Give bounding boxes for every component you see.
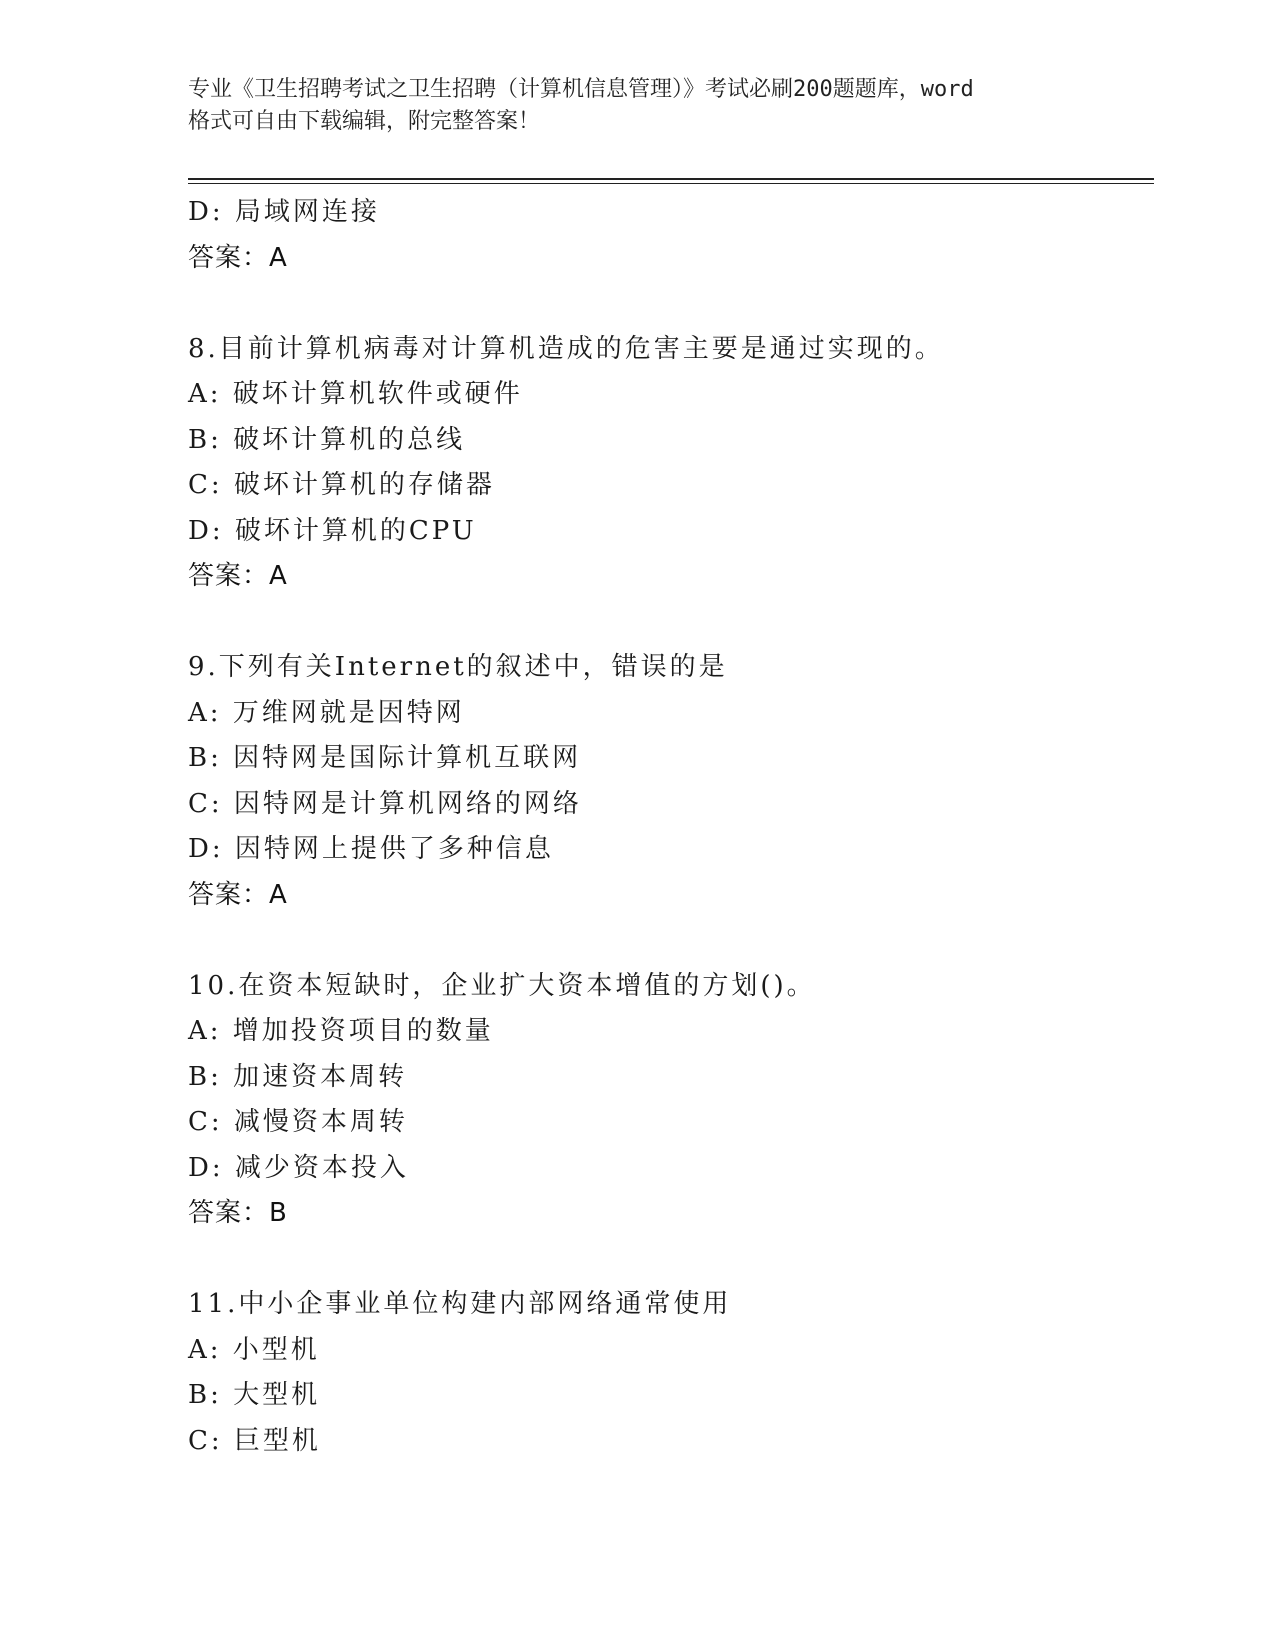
question-list <box>188 190 1148 1464</box>
document-header <box>188 74 1088 138</box>
option-d: D: 因特网上提供了多种信息 <box>188 834 554 864</box>
option-c: C: 破坏计算机的存储器 <box>188 470 495 500</box>
option-b: B: 破坏计算机的总线 <box>188 424 466 455</box>
answer: 答案：B <box>188 1198 288 1228</box>
option-c: C: 巨型机 <box>188 1425 321 1456</box>
answer: 答案：A <box>188 879 288 910</box>
header-rule-thin <box>188 183 1154 184</box>
option-b: B: 因特网是国际计算机互联网 <box>188 743 582 773</box>
option-b: B: 加速资本周转 <box>188 1061 408 1092</box>
option-b: B: 大型机 <box>188 1380 321 1410</box>
option-a: A: 万维网就是因特网 <box>188 697 465 728</box>
header-rule-thick <box>188 178 1154 180</box>
option-a: A: 增加投资项目的数量 <box>188 1016 494 1046</box>
question-stem: 9.下列有关Internet的叙述中，错误的是 <box>188 652 728 682</box>
option-a: A: 破坏计算机软件或硬件 <box>188 379 523 409</box>
answer: 答案：A <box>188 561 288 591</box>
question-stem: 11.中小企事业单位构建内部网络通常使用 <box>188 1289 732 1319</box>
option-d: D: 局域网连接 <box>188 197 380 227</box>
option-d: D: 减少资本投入 <box>188 1152 409 1183</box>
option-c: C: 减慢资本周转 <box>188 1107 408 1137</box>
answer: 答案：A <box>188 242 288 273</box>
header-line-1: 专业《卫生招聘考试之卫生招聘（计算机信息管理）》考试必刷200题题库，word <box>188 77 974 102</box>
option-d: D: 破坏计算机的CPU <box>188 515 477 546</box>
option-c: C: 因特网是计算机网络的网络 <box>188 788 582 819</box>
header-line-2: 格式可自由下载编辑，附完整答案！ <box>188 109 541 134</box>
option-a: A: 小型机 <box>188 1334 320 1365</box>
question-stem: 8.目前计算机病毒对计算机造成的危害主要是通过实现的。 <box>188 333 944 364</box>
question-stem: 10.在资本短缺时，企业扩大资本增值的方划()。 <box>188 970 816 1001</box>
